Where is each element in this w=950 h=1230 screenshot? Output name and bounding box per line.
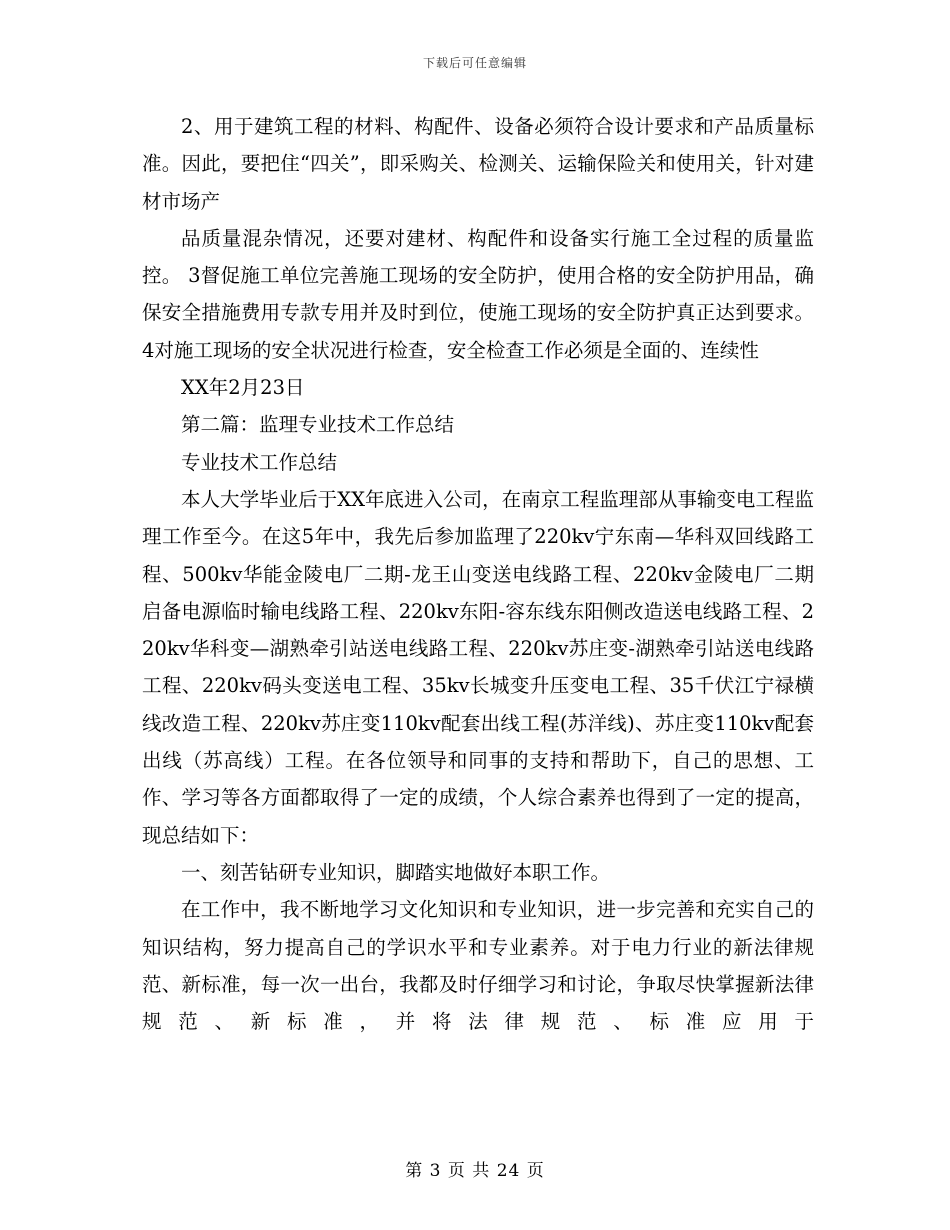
subsection-title: 专业技术工作总结 (181, 450, 338, 474)
paragraph-work-history: 本人大学毕业后于XX年底进入公司，在南京工程监理部从事输变电工程监理工作至今。在这5年中，我先后参加监理了220kv宁东南—华科双回线路工程、500kv华能金陵电厂二期-龙王山变送电线路工程、220kv金陵电厂二期启备电源临时输电线路工程、220kv东阳-容东线东阳侧改造送电线路工程、220kv华科变—湖熟牵引站送电线路工程、220kv苏庄变-湖熟牵引站送电线路工程、220kv码头变送电工程、35kv长城变升压变电工程、35千伏江宁禄横线改造工程、220kv苏庄变110kv配套出线工程(苏洋线)、苏庄变110kv配套出线（苏高线）工程。在各位领导和同事的支持和帮助下，自己的思想、工作、学习等各方面都取得了一定的成绩，个人综合素养也得到了一定的提高，现总结如下： (142, 487, 814, 847)
paragraph-date: XX年2月23日 (181, 376, 305, 400)
paragraph-materials-control: 2、用于建筑工程的材料、构配件、设备必须符合设计要求和产品质量标准。因此，要把住“四关”，即采购关、检测关、运输保险关和使用关，针对建材市场产 (142, 115, 814, 213)
page-footer: 第 3 页 共 24 页 (405, 1161, 545, 1181)
paragraph-heading-one: 一、刻苦钻研专业知识，脚踏实地做好本职工作。 (181, 860, 611, 884)
document-body (142, 108, 814, 1040)
section-title: 第二篇：监理专业技术工作总结 (181, 413, 455, 437)
paragraph-quality-safety: 品质量混杂情况，还要对建材、构配件和设备实行施工全过程的质量监控。 3督促施工单位完善施工现场的安全防护，使用合格的安全防护用品，确保安全措施费用专款专用并及时到位，使施工现场的安全防护真正达到要求。 4对施工现场的安全状况进行检查，安全检查工作必须是全面的、连续性 (142, 226, 814, 362)
page-header: 下载后可任意编辑 (422, 56, 527, 70)
paragraph-study: 在工作中，我不断地学习文化知识和专业知识，进一步完善和充实自己的知识结构，努力提高自己的学识水平和专业素养。对于电力行业的新法律规范、新标准，每一次一出台，我都及时仔细学习和讨论，争取尽快掌握新法律规范、新标准，并将法律规范、标准应用于 (142, 898, 814, 1034)
